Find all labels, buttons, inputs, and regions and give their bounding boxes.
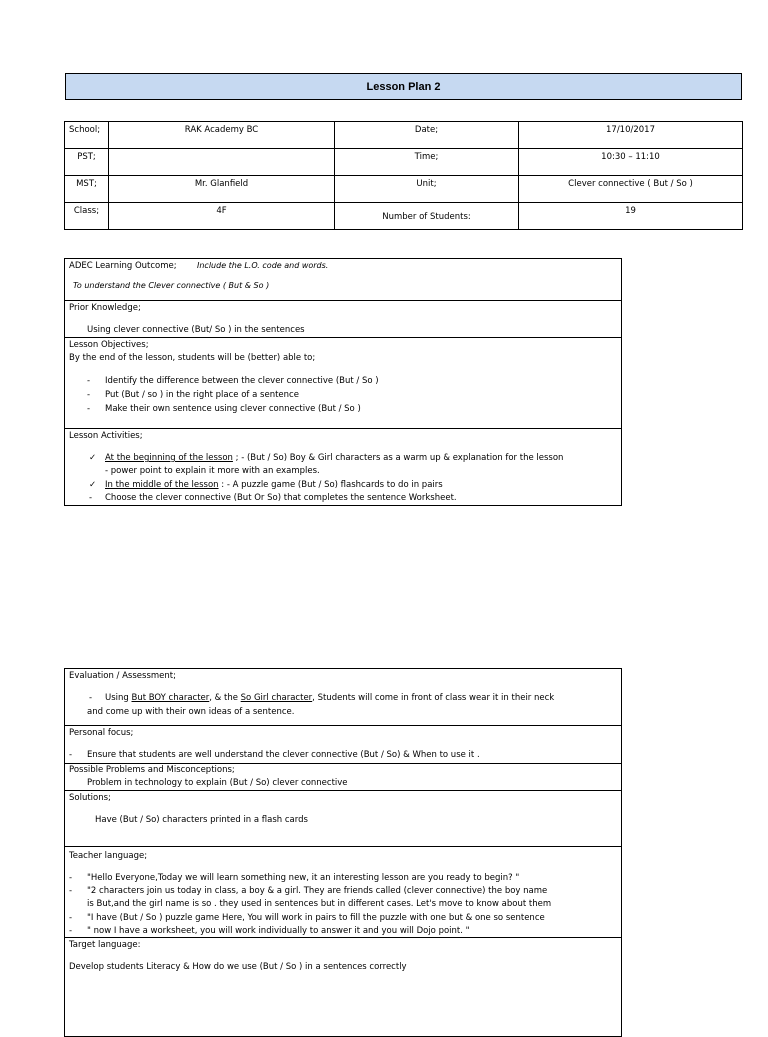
prior-text: Using clever connective (But/ So ) in the sentences <box>87 325 305 335</box>
target-language-section <box>64 937 622 1037</box>
evaluation-continuation: and come up with their own ideas of a sentence. <box>87 707 295 717</box>
evaluation-label: Evaluation / Assessment; <box>69 671 176 681</box>
mst-value: Mr. Glanfield <box>109 176 335 203</box>
activity-heading: At the beginning of the lesson <box>105 453 233 463</box>
list-item: - <box>89 493 93 503</box>
activity-item <box>105 480 443 490</box>
class-label: Class; <box>65 203 109 230</box>
evaluation-text <box>105 693 554 703</box>
teacher-line: " now I have a worksheet, you will work individually to answer it and you will Dojo point. " <box>87 926 470 936</box>
personal-focus-section <box>64 725 622 764</box>
time-label: Time; <box>335 149 519 176</box>
target-text: Develop students Literacy & How do we use (But / So ) in a sentences correctly <box>69 962 407 972</box>
table-row <box>65 203 743 230</box>
teacher-label: Teacher language; <box>69 851 148 861</box>
objectives-intro: By the end of the lesson, students will be (better) able to; <box>69 353 316 363</box>
pst-value <box>109 149 335 176</box>
list-item: - <box>87 376 91 386</box>
teacher-language-section <box>64 846 622 938</box>
outcome-text: To understand the Clever connective ( But & So ) <box>73 281 270 290</box>
list-item: - <box>89 693 93 703</box>
evaluation-part: Using <box>105 693 132 703</box>
mst-label: MST; <box>65 176 109 203</box>
learning-outcome-section <box>64 258 622 301</box>
lesson-plan-title <box>65 73 742 100</box>
lesson-objectives-section <box>64 337 622 429</box>
activity-heading: In the middle of the lesson <box>105 480 219 490</box>
pst-label: PST; <box>65 149 109 176</box>
activity-continuation: - power point to explain it more with an examples. <box>105 466 320 476</box>
lesson-activities-section <box>64 428 622 506</box>
activity-item: Choose the clever connective (But Or So) that completes the sentence Worksheet. <box>105 493 457 503</box>
unit-label: Unit; <box>335 176 519 203</box>
problems-text: Problem in technology to explain (But / So) clever connective <box>87 778 348 788</box>
check-icon: ✓ <box>89 480 97 490</box>
activity-text: ; - (But / So) Boy & Girl characters as a warm up & explanation for the lesson <box>232 453 564 463</box>
objective-item: Put (But / so ) in the right place of a sentence <box>105 390 299 400</box>
date-label: Date; <box>335 122 519 149</box>
problems-section <box>64 763 622 791</box>
time-value: 10:30 – 11:10 <box>519 149 743 176</box>
objectives-label: Lesson Objectives; <box>69 340 149 350</box>
table-row <box>65 176 743 203</box>
girl-character: So Girl character <box>240 693 313 703</box>
table-row <box>65 122 743 149</box>
prior-label: Prior Knowledge; <box>69 303 141 313</box>
personal-text: Ensure that students are well understand the clever connective (But / So) & When to use it . <box>87 750 480 760</box>
list-item: - <box>69 750 73 760</box>
solutions-label: Solutions; <box>69 793 111 803</box>
info-table <box>64 121 743 230</box>
date-value: 17/10/2017 <box>519 122 743 149</box>
objective-item: Make their own sentence using clever connective (But / So ) <box>105 404 361 414</box>
students-label: Number of Students: <box>335 203 519 230</box>
list-item: - <box>69 873 73 883</box>
teacher-line: "2 characters join us today in class, a boy & a girl. They are friends called (clever connective) the boy name <box>87 886 548 896</box>
title-text: Lesson Plan 2 <box>366 80 441 93</box>
check-icon: ✓ <box>89 453 97 463</box>
school-label: School; <box>65 122 109 149</box>
activity-text: : - A puzzle game (But / So) flashcards to do in pairs <box>218 480 443 490</box>
table-row <box>65 149 743 176</box>
unit-value: Clever connective ( But / So ) <box>519 176 743 203</box>
activity-item <box>105 453 563 463</box>
list-item: - <box>69 886 73 896</box>
outcome-hint: Include the L.O. code and words. <box>197 261 329 270</box>
personal-label: Personal focus; <box>69 728 134 738</box>
teacher-line: "I have (But / So ) puzzle game Here, You will work in pairs to fill the puzzle with one but & one so sentence <box>87 913 545 923</box>
list-item: - <box>87 390 91 400</box>
class-value: 4F <box>109 203 335 230</box>
evaluation-section <box>64 668 622 726</box>
evaluation-part: , Students will come in front of class wear it in their neck <box>312 693 555 703</box>
solutions-text: Have (But / So) characters printed in a flash cards <box>95 815 308 825</box>
evaluation-part: , & the <box>209 693 241 703</box>
outcome-label: ADEC Learning Outcome; <box>69 261 177 271</box>
list-item: - <box>69 913 73 923</box>
activities-label: Lesson Activities; <box>69 431 143 441</box>
problems-label: Possible Problems and Misconceptions; <box>69 765 235 775</box>
school-value: RAK Academy BC <box>109 122 335 149</box>
boy-character: But BOY character <box>131 693 210 703</box>
list-item: - <box>69 926 73 936</box>
objective-item: Identify the difference between the clever connective (But / So ) <box>105 376 379 386</box>
prior-knowledge-section <box>64 300 622 338</box>
students-value: 19 <box>519 203 743 230</box>
solutions-section <box>64 790 622 847</box>
target-label: Target language: <box>69 940 141 950</box>
teacher-line: is But,and the girl name is so . they used in sentences but in different cases. Let's move to know about them <box>87 899 552 909</box>
teacher-line: "Hello Everyone,Today we will learn something new, it an interesting lesson are you ready to begin? " <box>87 873 520 883</box>
list-item: - <box>87 404 91 414</box>
